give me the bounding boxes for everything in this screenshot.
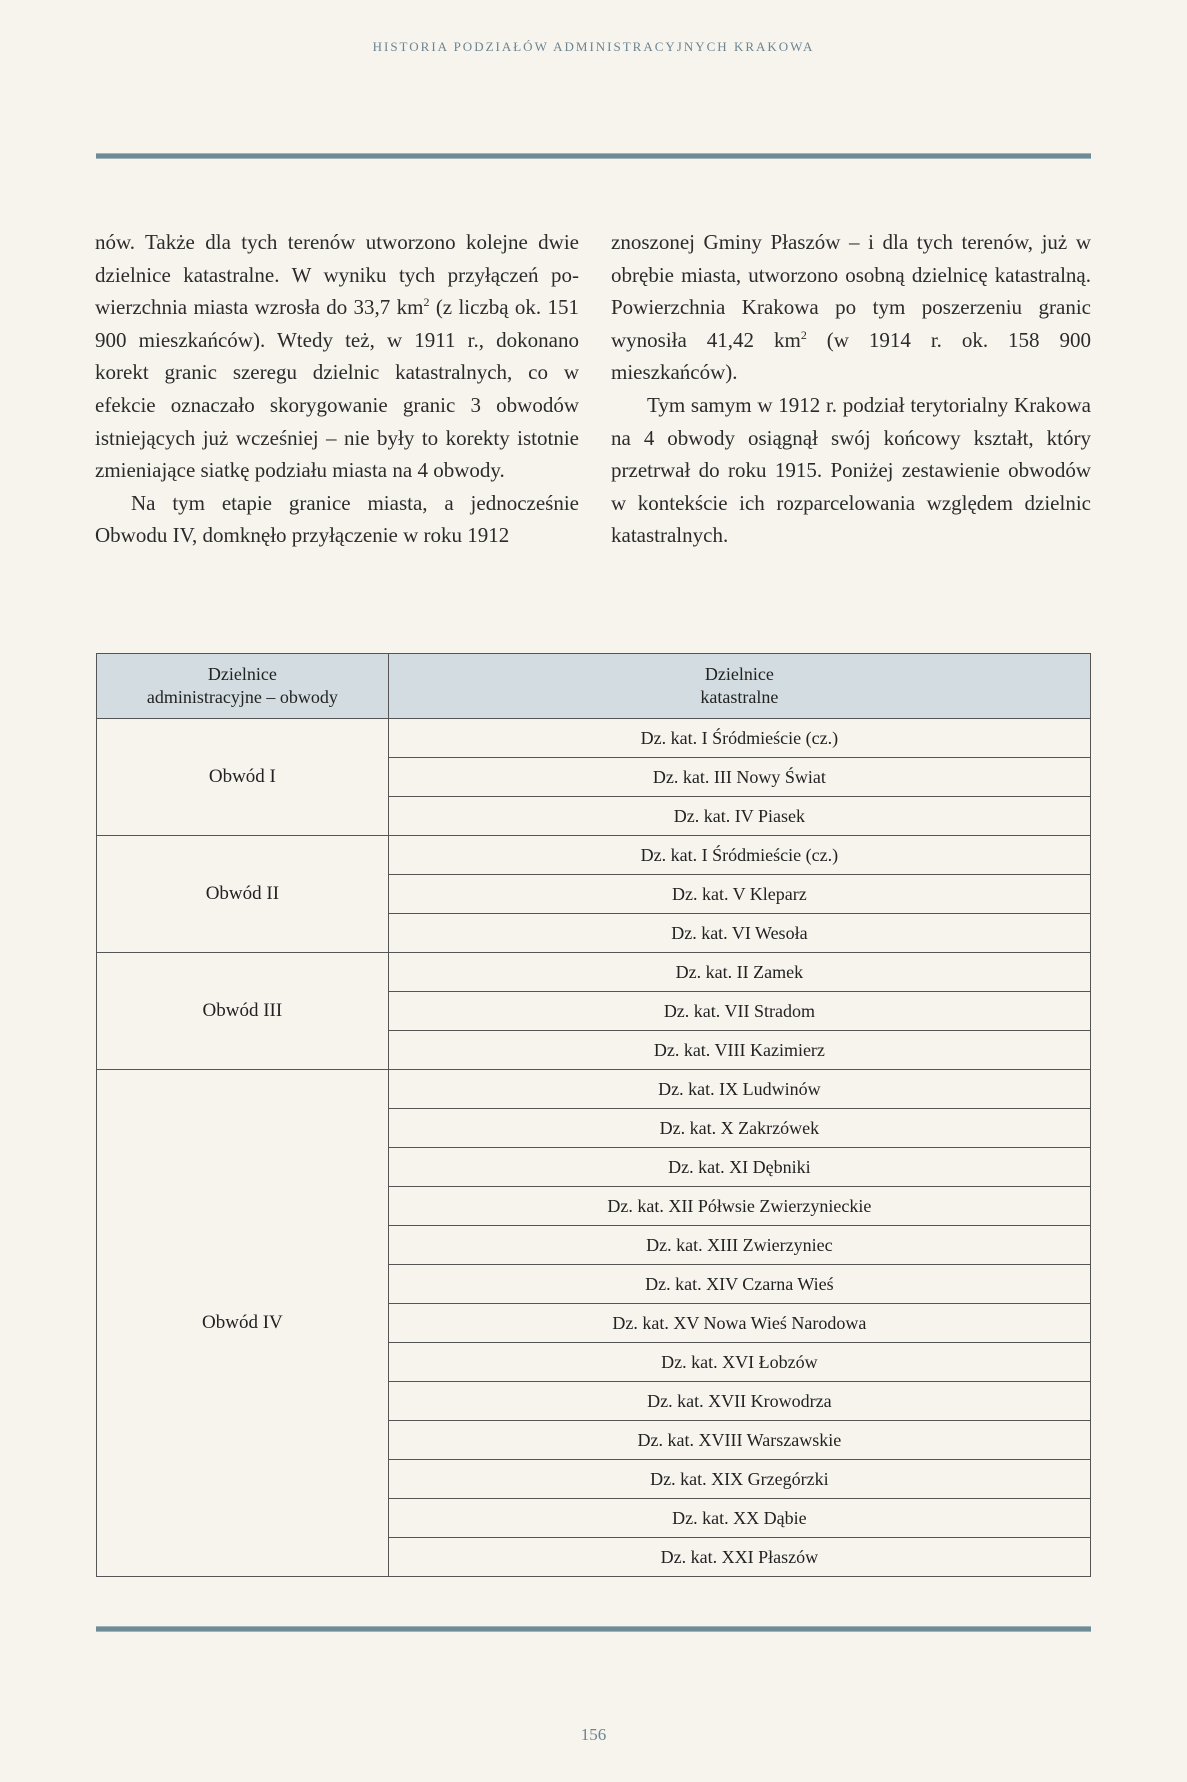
left-paragraph-1-text-b: (z liczbą ok. 151 900 mieszkańców). Wtedy też, w 1911 r., dokonano korekt granic szeregu dzielnic katastralnych, co w efekcie oznaczało skorygowanie granic 3 obwodów istniejących już wcześniej – nie były to korekty istotnie zmieniające siatkę podziału miasta na 4 obwody. [95, 295, 579, 483]
right-text-column [611, 226, 1091, 552]
obwod-cell: Obwód IV [97, 1070, 389, 1577]
table-row [97, 836, 1091, 875]
cadastral-district-cell: Dz. kat. XVIII Warszawskie [388, 1421, 1090, 1460]
left-paragraph-1-text-a: nów. Także dla tych terenów utworzono kolejne dwie dzielnice katastralne. W wyniku tych przyłączeń powierzchnia miasta wzrosła do 33,7 km [95, 230, 579, 320]
page-number: 156 [580, 1725, 607, 1744]
cadastral-district-cell: Dz. kat. VIII Kazimierz [388, 1031, 1090, 1070]
cadastral-district-cell: Dz. kat. II Zamek [388, 953, 1090, 992]
cadastral-district-cell: Dz. kat. XIX Grzegórzki [388, 1460, 1090, 1499]
right-paragraph-2: Tym samym w 1912 r. podział terytorialny Krakowa na 4 obwody osiągnął swój końcowy kształt, który przetrwał do roku 1915. Poniżej zestawienie obwodów w kontekście ich rozparcelowania względem dzielnic katastralnych. [611, 392, 1091, 548]
cadastral-district-cell: Dz. kat. VI Wesoła [388, 914, 1090, 953]
cadastral-district-cell: Dz. kat. XXI Płaszów [388, 1538, 1090, 1577]
left-paragraph-1-superscript: 2 [423, 295, 430, 310]
table-header-row [97, 654, 1091, 719]
table-row [97, 1070, 1091, 1109]
cadastral-district-cell: Dz. kat. XVI Łobzów [388, 1343, 1090, 1382]
obwod-cell: Obwód III [97, 953, 389, 1070]
cadastral-district-cell: Dz. kat. IV Piasek [388, 797, 1090, 836]
cadastral-district-cell: Dz. kat. VII Stradom [388, 992, 1090, 1031]
header-col1-line1: Dzielnice [207, 664, 277, 684]
cadastral-district-cell: Dz. kat. XIV Czarna Wieś [388, 1265, 1090, 1304]
cadastral-district-cell: Dz. kat. III Nowy Świat [388, 758, 1090, 797]
table-body [97, 719, 1091, 1577]
cadastral-district-cell: Dz. kat. IX Ludwinów [388, 1070, 1090, 1109]
header-col2-line1: Dzielnice [704, 664, 774, 684]
top-rule [96, 153, 1091, 159]
districts-table [96, 653, 1091, 1577]
cadastral-district-cell: Dz. kat. XII Półwsie Zwierzynieckie [388, 1187, 1090, 1226]
header-cadastral-districts [388, 654, 1090, 719]
right-paragraph-1 [611, 226, 1091, 389]
cadastral-district-cell: Dz. kat. I Śródmieście (cz.) [388, 836, 1090, 875]
left-paragraph-1 [95, 226, 579, 487]
right-paragraph-1-text-a: znoszonej Gminy Płaszów – i dla tych terenów, już w obrębie miasta, utworzono osobną dzielnicę katastralną. Powierzchnia Krakowa po tym poszerzeniu granic wynosiła 41,42 km [611, 230, 1091, 352]
cadastral-district-cell: Dz. kat. V Kleparz [388, 875, 1090, 914]
cadastral-district-cell: Dz. kat. XX Dąbie [388, 1499, 1090, 1538]
right-paragraph-1-text-b: (w 1914 r. ok. 158 900 mieszkańców). [611, 327, 1091, 385]
obwod-cell: Obwód II [97, 836, 389, 953]
header-administrative-districts [97, 654, 389, 719]
cadastral-district-cell: Dz. kat. XI Dębniki [388, 1148, 1090, 1187]
table-row [97, 719, 1091, 758]
header-col1-line2: administracyjne – obwody [146, 687, 338, 707]
right-paragraph-1-superscript: 2 [800, 327, 807, 342]
cadastral-district-cell: Dz. kat. XV Nowa Wieś Narodowa [388, 1304, 1090, 1343]
cadastral-district-cell: Dz. kat. XVII Krowodrza [388, 1382, 1090, 1421]
left-paragraph-2: Na tym etapie granice miasta, a jednocześnie Obwodu IV, domknęło przyłączenie w roku 1912 [95, 490, 579, 548]
table-row [97, 953, 1091, 992]
cadastral-district-cell: Dz. kat. I Śródmieście (cz.) [388, 719, 1090, 758]
header-col2-line2: katastralne [700, 687, 779, 707]
running-head: HISTORIA PODZIAŁÓW ADMINISTRACYJNYCH KRAKOWA [372, 39, 815, 54]
cadastral-district-cell: Dz. kat. XIII Zwierzyniec [388, 1226, 1090, 1265]
cadastral-district-cell: Dz. kat. X Zakrzówek [388, 1109, 1090, 1148]
bottom-rule [96, 1626, 1091, 1632]
obwod-cell: Obwód I [97, 719, 389, 836]
left-text-column [95, 226, 579, 552]
